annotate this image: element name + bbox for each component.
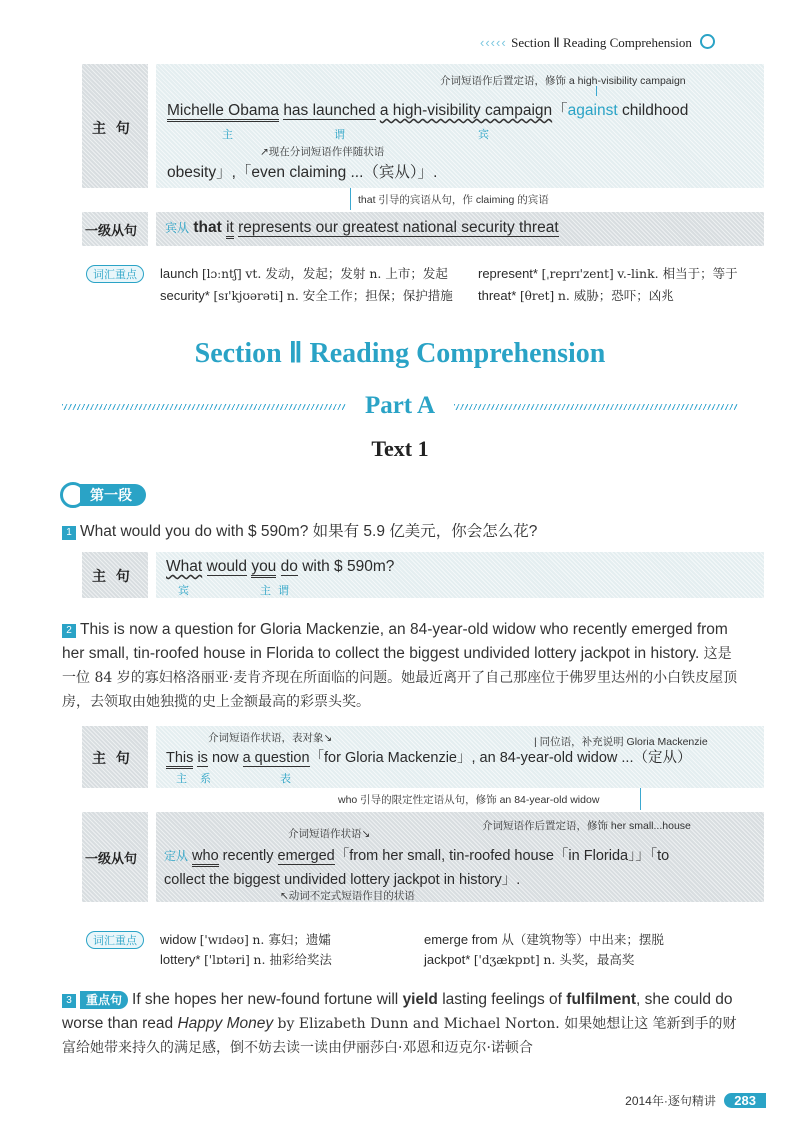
main-clause-box: 介词短语作后置定语，修饰 a high-visibility campaign Michelle Obama has launched a high-visibility campaign「against childhood 主 谓 宾 ↗现在分词短语作伴随状语 obesity」,「even claiming ...（宾从）」. [156, 64, 764, 188]
preposition: against [567, 102, 618, 119]
subject: Michelle Obama [167, 102, 279, 122]
sentence-1-line-2: obesity」,「even claiming ...（宾从）」. [167, 164, 438, 181]
note-that-clause: that 引导的宾语从句，作 claiming 的宾语 [358, 194, 549, 206]
clause-type-tag: 宾从 [165, 221, 190, 235]
text-title: Text 1 [371, 436, 429, 461]
s3-label-box: 主 句 [82, 726, 148, 788]
vocab-item: represent* [ˌreprɪ'zent] v.-link. 相当于；等于 [478, 266, 738, 281]
s2-box: What would you do with $ 590m? 宾 主 谓 [156, 552, 764, 598]
key-sentence-tag: 重点句 [80, 991, 128, 1009]
section-title: Section Ⅱ Reading Comprehension [194, 338, 606, 369]
sub-clause-label-box [82, 212, 148, 246]
page-footer: 2014年·逐句精讲 283 [576, 1092, 766, 1112]
vocab-tag: 词汇重点 [86, 265, 144, 283]
vocab-item: lottery* ['lɒtəri] n. 抽彩给奖法 [160, 952, 332, 967]
running-header [480, 34, 765, 52]
main-clause-label-box [82, 64, 148, 188]
rule-left [62, 404, 346, 410]
vocab-item: launch [lɔːntʃ] vt. 发动，发起；发射 n. 上市；发起 [160, 266, 448, 281]
object: a high-visibility campaign [379, 102, 553, 119]
rule-right [454, 404, 738, 410]
sentence-3: 3 重点句 If she hopes her new-found fortune will yield lasting feelings of fulfilment, she could do worse than read Happy Money by Elizabeth Dunn and Michael Norton. 如果她想让这 笔新到手的财富给她带来持久的满足感，倒不妨去读一读由伊丽莎白·邓恩和迈克尔·诺顿合 [62, 991, 737, 1056]
note-who-clause: who 引导的限定性定语从句，修饰 an 84-year-old widow [338, 794, 600, 806]
vocab-item: jackpot* ['dʒækpɒt] n. 头奖，最高奖 [424, 952, 635, 967]
vocab-item: security* [sɪ'kjʊərəti] n. 安全工作；担保；保护措施 [160, 288, 453, 303]
s3-sub-label-box: 一级从句 [82, 812, 148, 902]
search-icon [700, 34, 715, 49]
sub-clause-box: 宾从 that it represents our greatest national security threat [156, 212, 764, 246]
vocab-item: widow ['wɪdəʊ] n. 寡妇；遗孀 [160, 932, 331, 947]
sentence-2: 2 This is now a question for Gloria Mackenzie, an 84-year-old widow who recently emerged from her small, tin-roofed house in Florida to collect the biggest undivided lottery jackpot in history. 这是一位 84 岁的寡妇格洛丽亚·麦肯齐现在所面临的问题。她最近离开了自己那座位于佛罗里达州的小白铁皮屋顶房，去领取由她独揽的史上金额最高的彩票头奖。 [62, 621, 738, 710]
paragraph-tag [60, 482, 166, 508]
vocab-block-2: 词汇重点 widow ['wɪdəʊ] n. 寡妇；遗孀 emerge from 从（建筑物等）中出来；摆脱 lottery* ['lɒtəri] n. 抽彩给奖法 jackpot* ['dʒækpɒt] n. 头奖，最高奖 [86, 930, 766, 974]
note-participle: ↗现在分词短语作伴随状语 [260, 146, 385, 158]
s3-box: 介词短语作状语，表对象↘ | 同位语，补充说明 Gloria Mackenzie This is now a question「for Gloria Mackenzie」, an 84-year-old widow ...（定从） 主 系 表 [156, 726, 764, 788]
note-post-attributive: 介词短语作后置定语，修饰 a high-visibility campaign [440, 75, 686, 87]
vocab-block-1 [86, 264, 766, 308]
s3-sub-box: 介词短语作后置定语，修饰 her small...house 介词短语作状语↘ 定从 who recently emerged「from her small, tin-roofed house「in Florida」」「to collect the biggest undivided lottery jackpot in history」. ↖动词不定式短语作目的状语 [156, 812, 764, 902]
sentence-1-line-1: Michelle Obama has launched a high-visibility campaign「against childhood [167, 98, 688, 120]
page-number: 283 [724, 1093, 766, 1108]
main-clause-label: 主 句 [92, 121, 130, 137]
vocab-item: threat* [θret] n. 威胁；恐吓；凶兆 [478, 288, 674, 303]
sub-clause-label: 一级从句 [85, 224, 138, 239]
part-title: Part A [364, 392, 436, 419]
paragraph-tag-label: 第一段 [80, 484, 146, 506]
sentence-1: 1 What would you do with $ 590m? 如果有 5.9 亿美元，你会怎么花? [62, 520, 537, 544]
header-title: Section Ⅱ Reading Comprehension [511, 35, 692, 50]
vocab-item: emerge from 从（建筑物等）中出来；摆脱 [424, 932, 664, 947]
header-arrows: ‹‹‹‹‹ [480, 35, 507, 50]
s2-label-box: 主 句 [82, 552, 148, 598]
predicate: has launched [283, 102, 376, 119]
